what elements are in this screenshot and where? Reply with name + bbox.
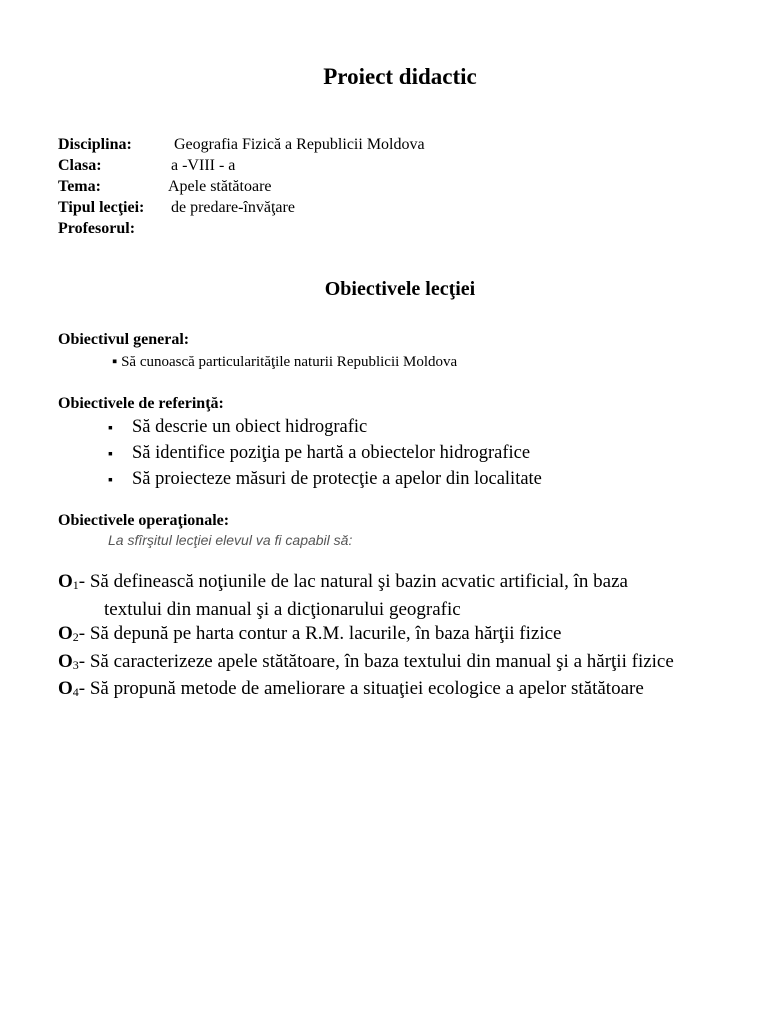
operational-note: La sfîrşitul lecţiei elevul va fi capabil să: [108,532,353,548]
objective-code: $O_1$ [58,571,79,592]
list-item: ▪ Să descrie un obiect hidrografic [108,415,542,441]
meta-label: Tipul lecţiei: [58,199,145,216]
meta-label: Tema: [58,178,101,195]
meta-value: Apele stătătoare [168,178,272,195]
meta-label: Clasa: [58,157,102,174]
meta-value: a -VIII - a [171,157,236,174]
bullet-icon: ▪ [108,421,113,436]
meta-row-tipul [58,197,295,218]
operational-objective-item: $O_4-$ Să propună metode de ameliorare a situaţiei ecologice a apelor stătătoare [58,678,644,699]
reference-objectives-title: Obiectivele de referinţă: [58,395,224,412]
objective-code: $O_2$ [58,623,79,644]
meta-value: Geografia Fizică a Republicii Moldova [174,136,425,153]
meta-row-disciplina [58,134,425,155]
operational-objective-continuation: textului din manual şi a dicţionarului geografic [104,598,461,620]
meta-value: de predare-învăţare [171,199,295,216]
bullet-icon: ▪ [108,447,113,462]
meta-row-tema [58,176,272,197]
meta-label: Disciplina: [58,136,132,153]
bullet-icon: ▪ [108,473,113,488]
operational-objective-item: $O_1-$ Să definească noţiunile de lac natural şi bazin acvatic artificial, în baza [58,571,628,592]
operational-objectives-title: Obiectivele operaţionale: [58,512,230,529]
general-objective-title: Obiectivul general: [58,331,190,348]
lesson-info [58,134,425,239]
objectives-heading: Obiectivele lecţiei [324,278,476,300]
operational-objective-item: $O_2-$ Să depună pe harta contur a R.M. lacurile, în baza hărţii fizice [58,623,562,644]
reference-objectives-list [108,415,542,493]
meta-label: Profesorul: [58,220,136,237]
objective-code: $O_3$ [58,650,79,672]
list-item: ▪ Să proiecteze măsuri de protecţie a apelor din localitate [108,467,542,493]
meta-row-clasa [58,155,236,176]
objective-code: $O_4$ [58,678,79,699]
operational-objective-item: $O_3-$ Să caracterizeze apele stătătoare, în baza textului din manual şi a hărţii fizice [58,650,674,672]
general-objective-item: ▪ Să cunoască particularităţile naturii Republicii Moldova [112,354,458,370]
document-title: Proiect didactic [323,64,477,89]
list-item: ▪ Să identifice poziţia pe hartă a obiectelor hidrografice [108,441,542,467]
meta-row-profesorul [58,218,144,239]
operational-objectives-list [58,570,674,705]
